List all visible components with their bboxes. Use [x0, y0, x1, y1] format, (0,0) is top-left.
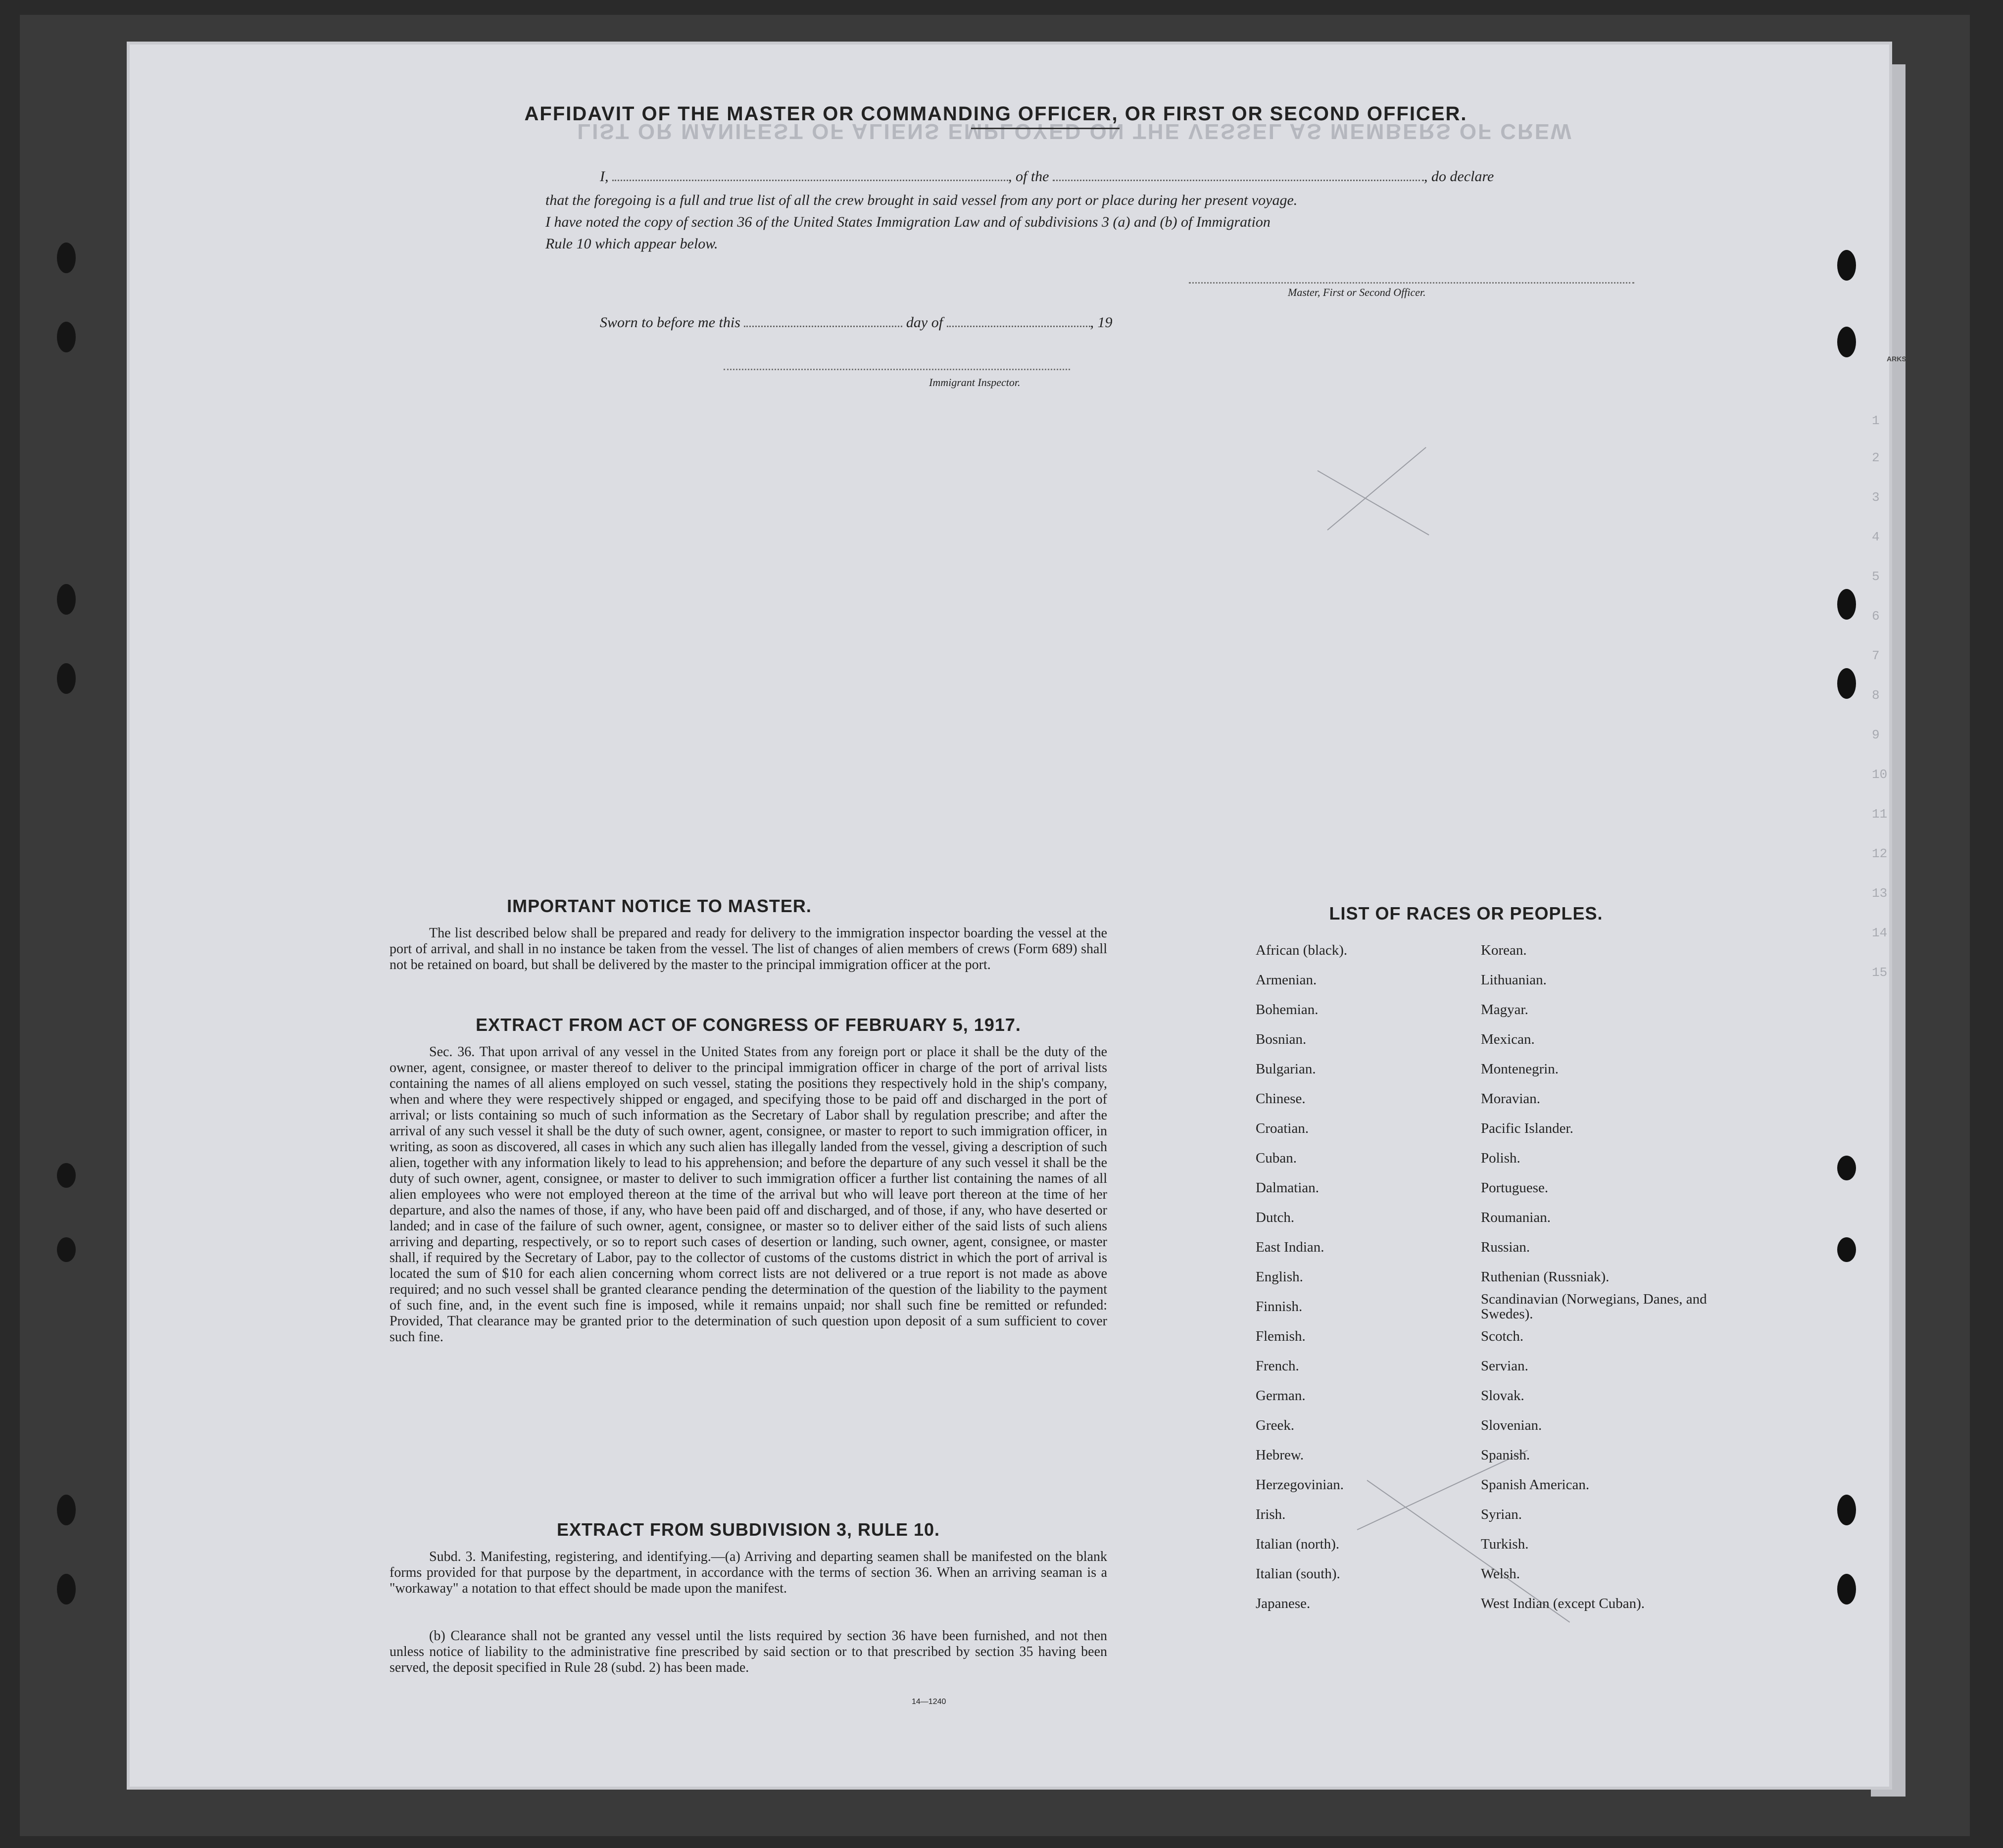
binding-hole	[57, 1495, 76, 1525]
race-item: Bulgarian.	[1256, 1061, 1316, 1077]
race-item: Cuban.	[1256, 1150, 1297, 1166]
affidavit-line-3: I have noted the copy of section 36 of the United States Immigration Law and of subdivisions 3 (a) and (b) of Immigration	[545, 214, 1270, 230]
race-item: Mexican.	[1481, 1031, 1535, 1047]
affidavit-line-4: Rule 10 which appear below.	[545, 236, 718, 252]
binding-hole	[1837, 327, 1856, 357]
binding-hole	[57, 1237, 76, 1262]
faint-mark	[1318, 470, 1429, 535]
race-item: Flemish.	[1256, 1328, 1306, 1344]
notice-body: The list described below shall be prepared and ready for delivery to the immigration inspector boarding the vessel at the port of arrival, and shall in no instance be taken from the vessel. The list of changes of alien members of crews (Form 689) shall not be retained on board, but shall be delivered by the master to the principal immigration officer at the port.	[390, 925, 1107, 973]
race-item: Japanese.	[1256, 1596, 1311, 1611]
faint-mark	[1327, 447, 1426, 531]
race-item: Servian.	[1481, 1358, 1528, 1374]
binding-hole	[57, 322, 76, 352]
extract-rule-para-b: (b) Clearance shall not be granted any vessel until the lists required by section 36 have been furnished, and not then unless notice of liability to the administrative fine prescribed by said section or to that prescribed by section 35 having been served, the deposit specified in Rule 28 (subd. 2) has been made.	[390, 1628, 1107, 1675]
race-item: Chinese.	[1256, 1091, 1306, 1107]
binding-hole	[1837, 1237, 1856, 1262]
race-item: Syrian.	[1481, 1507, 1522, 1522]
affidavit-line-1: I, , of the , do declare	[600, 168, 1494, 185]
binding-hole	[1837, 668, 1856, 699]
race-item: Croatian.	[1256, 1120, 1309, 1136]
binding-hole	[57, 663, 76, 694]
extract-act-body: Sec. 36. That upon arrival of any vessel in the United States from any foreign port or place it shall be the duty of the owner, agent, consignee, or master thereof to deliver to the principal immigration officer in charge of the port of arrival lists containing the names of all aliens employed on such vessel, stating the positions they respectively hold in the ship's company, when and where they were respectively shipped or engaged, and specifying those to be paid off and discharged in the port of arrival; or lists containing so much of such information as the Secretary of Labor shall by regulation prescribe; and after the arrival of any such vessel it shall be the duty of such owner, agent, consignee, or master to report to such immigration officer, in writing, as soon as discovered, all cases in which any such alien has illegally landed from the vessel, giving a description of such alien, together with any information likely to lead to his apprehension; and before the departure of any such vessel it shall be the duty of such owner, agent, consignee, or master to deliver to such immigration officer a further list containing the names of all alien employees who were not employed thereon at the time of the arrival but who will leave port thereon at the time of her departure, and also the names of those, if any, who have been paid off and discharged, and of those, if any, who have deserted or landed; and in case of the failure of such owner, agent, consignee, or master so to deliver either of the said lists of such aliens arriving and departing, respectively, or so to report such cases of desertion or landing, such owner, agent, consignee, or master shall, if required by the Secretary of Labor, pay to the collector of customs of the customs district in which the port of arrival is located the sum of $10 for each alien concerning whom correct lists are not delivered or a true report is not made as above required; and no such vessel shall be granted clearance pending the determination of the question of the liability to the payment of such fine, and, in the event such fine is imposed, while it remains unpaid; nor shall such fine be remitted or refunded: Provided, That clearance may be granted prior to the determination of such question upon deposit of a sum sufficient to cover such fine.	[390, 1044, 1107, 1345]
race-item: Dalmatian.	[1256, 1180, 1319, 1196]
race-item: Herzegovinian.	[1256, 1477, 1344, 1493]
binding-hole	[57, 1574, 76, 1605]
title-underline	[971, 128, 1120, 129]
inspector-caption: Immigrant Inspector.	[929, 376, 1021, 389]
races-column-1	[1256, 935, 1464, 1618]
race-item: Polish.	[1481, 1150, 1520, 1166]
race-item: Hebrew.	[1256, 1447, 1304, 1463]
race-item: Ruthenian (Russniak).	[1481, 1269, 1610, 1285]
race-item: Bosnian.	[1256, 1031, 1307, 1047]
races-title: LIST OF RACES OR PEOPLES.	[1329, 903, 1603, 924]
binding-hole	[1837, 1156, 1856, 1180]
race-item: Pacific Islander.	[1481, 1120, 1573, 1136]
race-item: Magyar.	[1481, 1002, 1528, 1018]
race-item: French.	[1256, 1358, 1299, 1374]
race-item: Spanish.	[1481, 1447, 1530, 1463]
binding-hole	[1837, 1574, 1856, 1605]
race-item: Bohemian.	[1256, 1002, 1319, 1018]
race-item: German.	[1256, 1388, 1306, 1404]
race-item: Irish.	[1256, 1507, 1286, 1522]
race-item: West Indian (except Cuban).	[1481, 1596, 1645, 1611]
margin-mark: ARKS	[1887, 355, 1906, 363]
binding-hole	[57, 584, 76, 615]
binding-hole	[1837, 1495, 1856, 1525]
extract-act-title: EXTRACT FROM ACT OF CONGRESS OF FEBRUARY 5, 1917.	[476, 1015, 1021, 1035]
race-item: Portuguese.	[1481, 1180, 1549, 1196]
sworn-line: Sworn to before me this day of , 19	[600, 314, 1113, 331]
race-item: Slovenian.	[1481, 1417, 1542, 1433]
race-item: Armenian.	[1256, 972, 1317, 988]
race-item: Slovak.	[1481, 1388, 1524, 1404]
race-item: Italian (south).	[1256, 1566, 1340, 1582]
race-item: Dutch.	[1256, 1210, 1295, 1225]
bleed-through-title: LIST OR MANIFEST OF ALIENS EMPLOYED ON THE VESSEL AS MEMBERS OF CREW	[577, 119, 1573, 144]
race-item: Greek.	[1256, 1417, 1295, 1433]
inspector-line	[724, 369, 1070, 370]
race-item: Turkish.	[1481, 1536, 1529, 1552]
extract-rule-para-a: Subd. 3. Manifesting, registering, and identifying.—(a) Arriving and departing seamen shall be manifested on the blank forms provided for that purpose by the department, in accordance with the terms of section 36. When an arriving seaman is a "workaway" a notation to that effect should be made upon the manifest.	[390, 1549, 1107, 1596]
races-column-2	[1481, 935, 1718, 1618]
affidavit-title: AFFIDAVIT OF THE MASTER OR COMMANDING OFFICER, OR FIRST OR SECOND OFFICER.	[524, 103, 1467, 125]
extract-rule-title: EXTRACT FROM SUBDIVISION 3, RULE 10.	[556, 1519, 940, 1540]
signature-line	[1189, 282, 1634, 284]
form-number: 14—1240	[912, 1698, 946, 1706]
race-item: Welsh.	[1481, 1566, 1520, 1582]
binding-hole	[57, 243, 76, 273]
race-item: Moravian.	[1481, 1091, 1540, 1107]
binding-hole	[57, 1163, 76, 1188]
binding-hole	[1837, 250, 1856, 281]
race-item: Spanish American.	[1481, 1477, 1590, 1493]
race-item: English.	[1256, 1269, 1303, 1285]
race-item: Scandinavian (Norwegians, Danes, and Swedes).	[1481, 1291, 1707, 1322]
race-item: Korean.	[1481, 942, 1527, 958]
race-item: Italian (north).	[1256, 1536, 1340, 1552]
race-item: Scotch.	[1481, 1328, 1524, 1344]
race-item: Finnish.	[1256, 1299, 1303, 1314]
race-item: Roumanian.	[1481, 1210, 1551, 1225]
notice-title: IMPORTANT NOTICE TO MASTER.	[507, 896, 812, 916]
race-item: East Indian.	[1256, 1239, 1324, 1255]
affidavit-line-2: that the foregoing is a full and true list of all the crew brought in said vessel from any port or place during her present voyage.	[545, 192, 1298, 208]
document-page: LIST OR MANIFEST OF ALIENS EMPLOYED ON THE VESSEL AS MEMBERS OF CREW 1 2 3 4 5 6 7 8 9 10 11 12 13 14 15 AFFIDAVIT OF THE MASTER OR COMMANDING OFFICER, OR FIRST OR SECOND OFFICER. I, , of the , do declare that the foregoing is a full and true list of all the crew brought in said vessel from any port or place during her present voyage. I have noted the copy of section 36 of the United States Immigration Law and of subdivisions 3 (a) and (b) of Immigration Rule 10 which appear below. Master, First or Second Officer. Sworn to before me this day of , 19 Immigrant Inspector. IMPORTANT NOTICE TO MASTER. The list described below shall be prepared and ready for delivery to the immigration inspector boarding the vessel at the port of arrival, and shall in no instance be taken from the vessel. The list of changes of alien members of crews (Form 689) shall not be retained on board, but shall be delivered by the master to the principal immigration officer at the port. EXTRACT FROM ACT OF CONGRESS OF FEBRUARY 5, 1917. Sec. 36. That upon arrival of any vessel in the United States from any foreign port or place it shall be the duty of the owner, agent, consignee, or master thereof to deliver to the principal immigration officer in charge of the port of arrival lists containing the names of all aliens employed on such vessel, stating the positions they respectively hold in the ship's company, when and where they were respectively shipped or engaged, and specifying those to be paid off and discharged in the port of arrival; or lists containing so much of such information as the Secretary of Labor shall by regulation prescribe; and after the arrival of any such vessel it shall be the duty of such owner, agent, consignee, or master to report to such immigration officer, in writing, as soon as discovered, all cases in which any such alien has illegally landed from the vessel, giving a description of such alien, together with any information likely to lead to his apprehension; and before the departure of any such vessel it shall be the duty of such owner, agent, consignee, or master to deliver to such immigration officer a further list containing the names of all alien employees who were not employed thereon at the time of the arrival but who will leave port thereon at the time of her departure, and also the names of those, if any, who have been paid off and discharged, and of those, if any, who have deserted or landed; and in case of the failure of such owner, agent, consignee, or master so to deliver either of the said lists of such aliens arriving and departing, respectively, or so to report such cases of desertion or landing, such owner, agent, consignee, or master shall, if required by the Secretary of Labor, pay to the collector of customs of the customs district in which the port of arrival is located the sum of $10 for each alien concerning whom correct lists are not delivered or a true report is not made as above required; and no such vessel shall be granted clearance pending the determination of the question of the liability to the payment of such fine, and, in the event such fine is imposed, while it remains unpaid; nor shall such fine be remitted or refunded: Provided, That clearance may be granted prior to the determination of such question upon deposit of a sum sufficient to cover such fine. EXTRACT FROM SUBDIVISION 3, RULE 10. Subd. 3. Manifesting, registering, and identifying.—(a) Arriving and departing seamen shall be manifested on the blank forms provided for that purpose by the department, in accordance with the terms of section 36. When an arriving seaman is a "workaway" a notation to that effect should be made upon the manifest. (b) Clearance shall not be granted any vessel until the lists required by section 36 have been furnished, and not then unless notice of liability to the administrative fine prescribed by said section or to that prescribed by section 35 having been served, the deposit specified in Rule 28 (subd. 2) has been made. 14—1240 LIST OF RACES OR PEOPLES. African (black). Armenian. Bohemian. Bosnian. Bulgarian. Chinese. Croatian. Cuban. Dalmatian. Dutch. East Indian. English. Finnish. Flemish. French. German. Greek. Hebrew. Herzegovinian. Irish. Italian (north). Italian (south). Japanese. Korean. Lithuanian. Magyar. Mexican. Montenegrin. Moravian. Pacific Islander. Polish. Portuguese. Roumanian. Russian. Ruthenian (Russniak). Scandinavian (Norwegians, Danes, and Swedes). Scotch. Servian. Slovak. Slovenian. Spanish. Spanish American. Syrian. Turkish. Welsh. West Indian (except Cuban). ARKS	[130, 45, 1889, 1787]
race-item: Lithuanian.	[1481, 972, 1547, 988]
binding-hole	[1837, 589, 1856, 620]
race-item: Russian.	[1481, 1239, 1530, 1255]
race-item: Montenegrin.	[1481, 1061, 1559, 1077]
race-item: African (black).	[1256, 942, 1348, 958]
signature-caption: Master, First or Second Officer.	[1288, 286, 1426, 298]
